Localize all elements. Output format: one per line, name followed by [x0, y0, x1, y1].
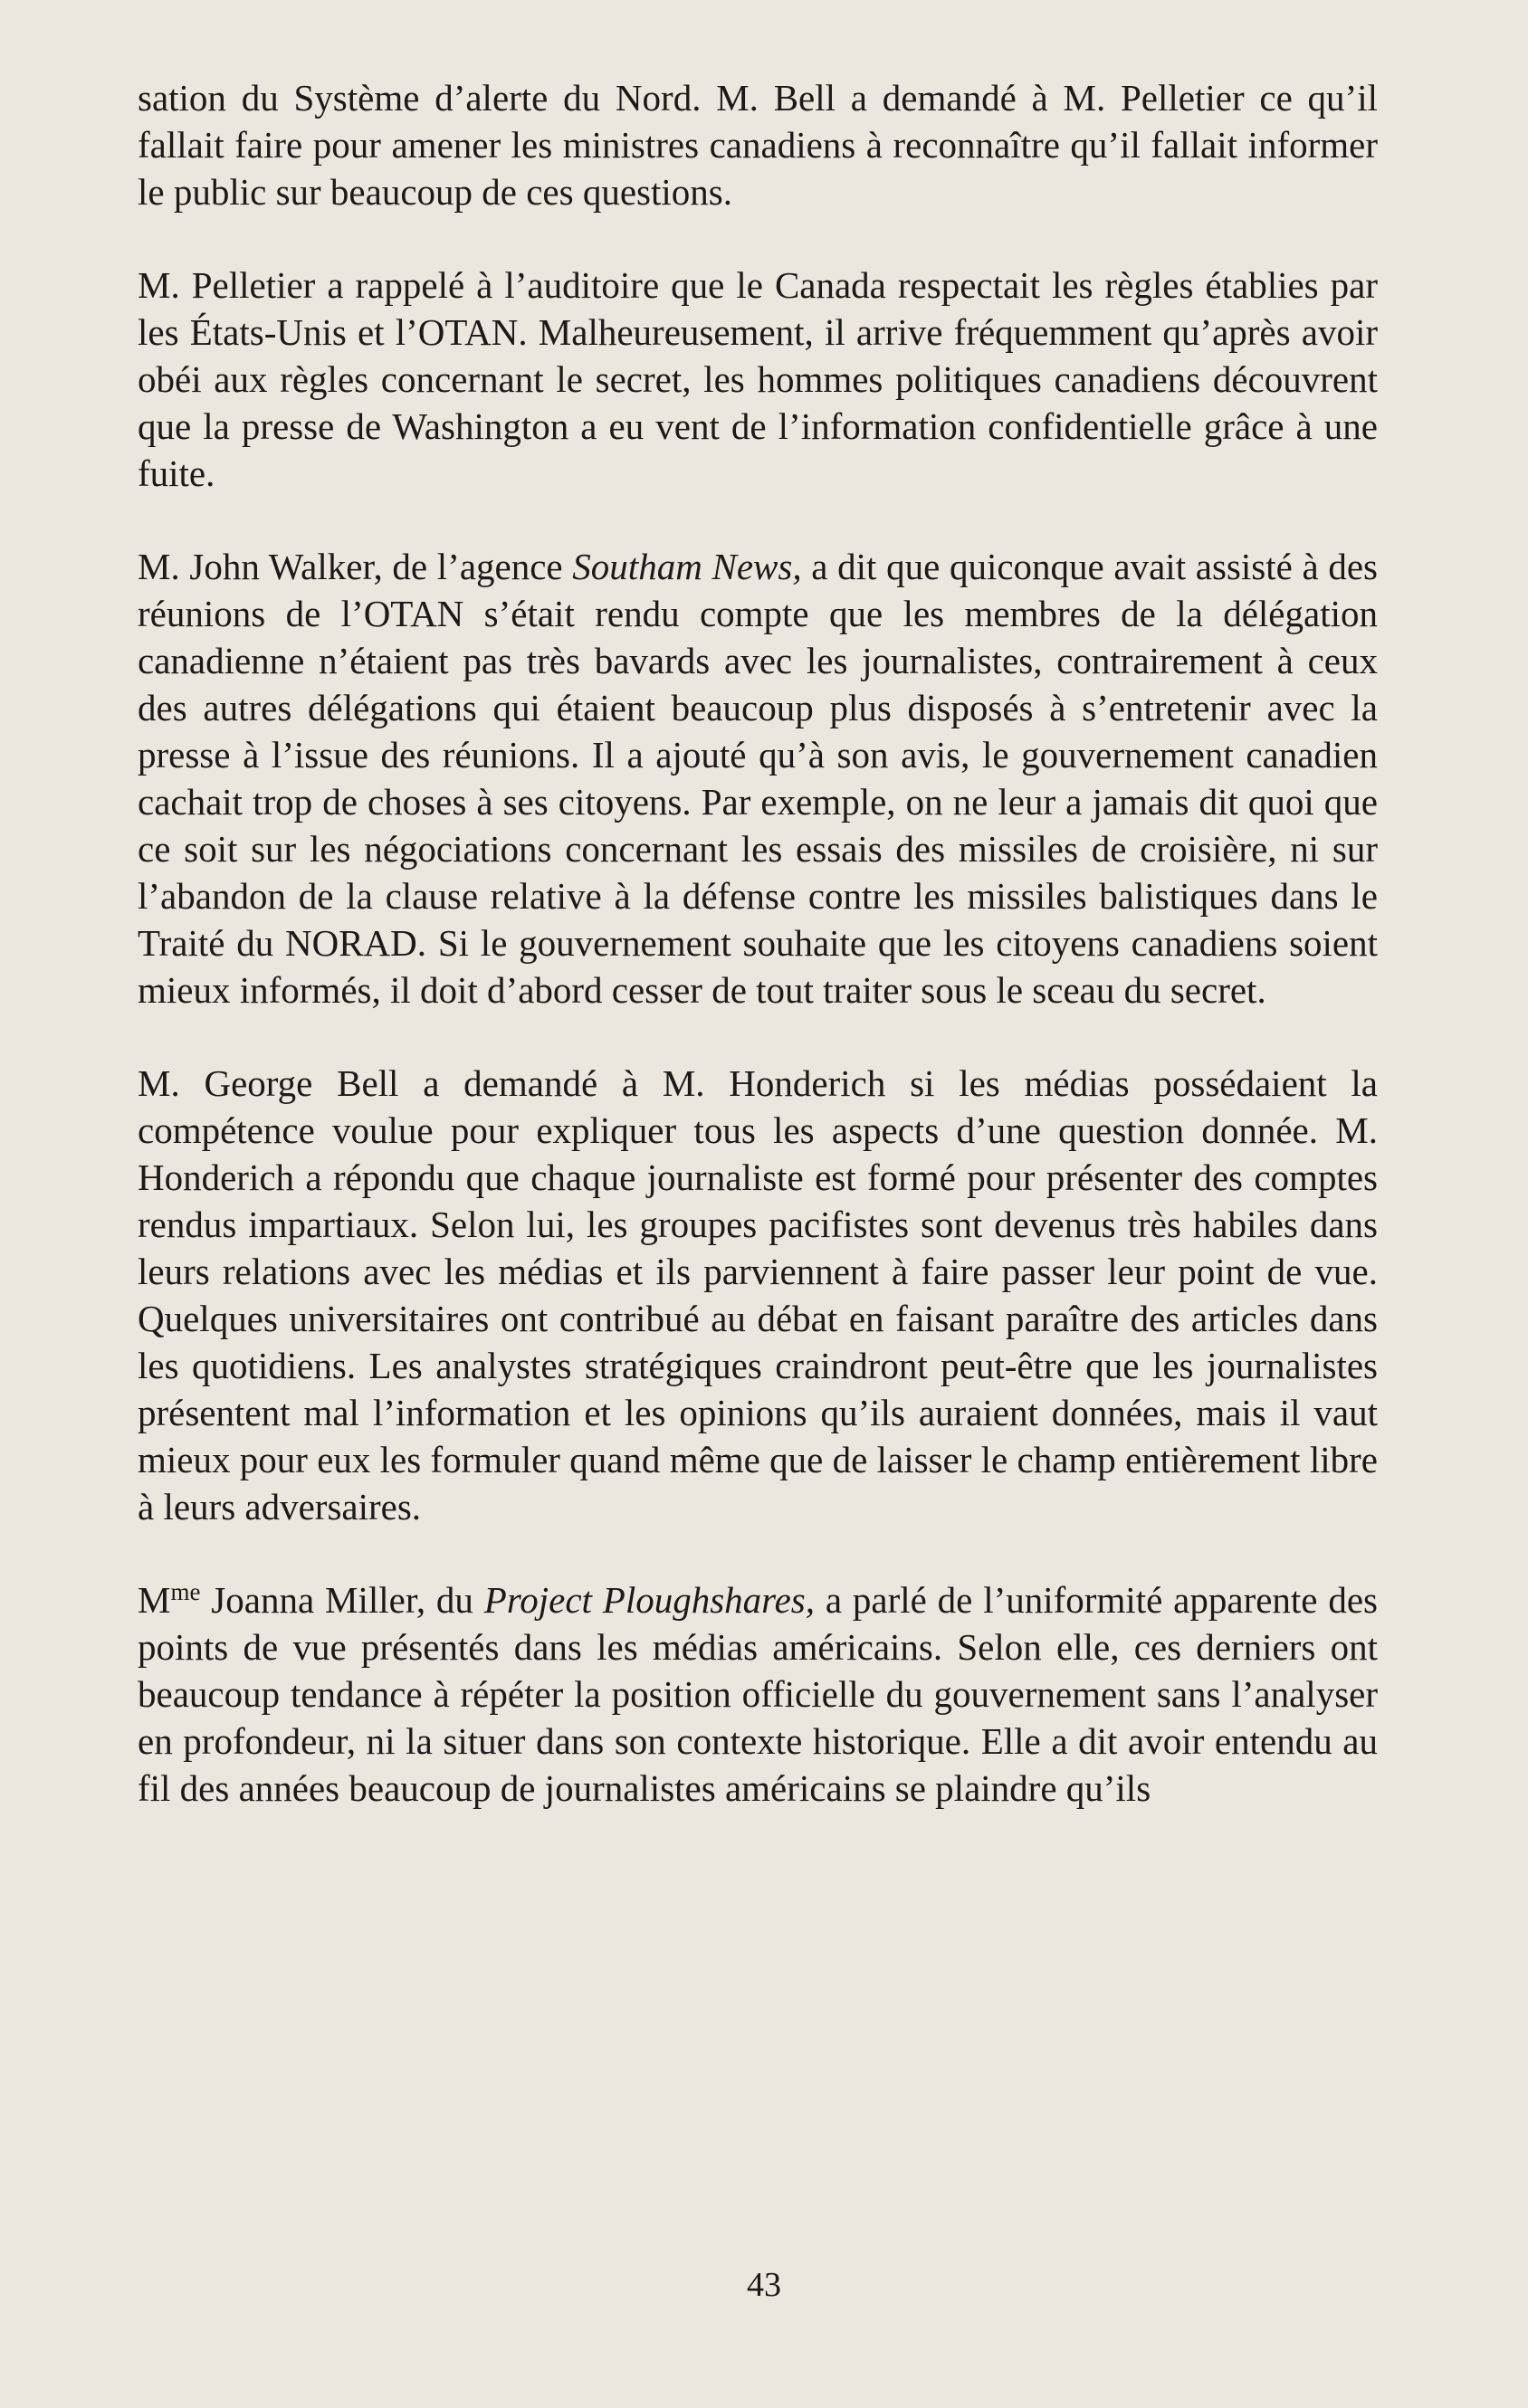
paragraph-5-italic-source: Project Ploughshares,	[483, 1579, 816, 1621]
paragraph-2	[138, 262, 1378, 497]
paragraph-4-text: M. George Bell a demandé à M. Honderich si les médias possédaient la compétence voulue pour expliquer tous les aspects d’une question donnée. M. Honderich a répondu que chaque journaliste est formé pour présenter des comptes rendus impartiaux. Selon lui, les groupes pacifistes sont devenus très habiles dans leurs relations avec les médias et ils parviennent à faire passer leur point de vue. Quelques universitaires ont contribué au débat en faisant paraître des articles dans les quotidiens. Les analystes stratégiques craindront peut-être que les journalistes présentent mal l’information et les opinions qu’ils auraient données, mais il vaut mieux pour eux les formuler quand même que de laisser le champ entièrement libre à leurs adversaires.	[138, 1062, 1378, 1528]
body-text	[138, 74, 1378, 1858]
paragraph-3-rest: a dit que quiconque avait assisté à des réunions de l’OTAN s’était rendu compte que les membres de la délégation canadienne n’étaient pas très bavards avec les journalistes, contrairement à ceux des autres délégations qui étaient beaucoup plus disposés à s’entretenir avec la presse à l’issue des réunions. Il a ajouté qu’à son avis, le gouvernement canadien cachait trop de choses à ses citoyens. Par exemple, on ne leur a jamais dit quoi que ce soit sur les négociations concernant les essais des missiles de croisière, ni sur l’abandon de la clause relative à la défense contre les missiles balistiques dans le Traité du NORAD. Si le gouvernement souhaite que les citoyens canadiens soient mieux informés, il doit d’abord cesser de tout traiter sous le sceau du secret.	[138, 546, 1378, 1011]
paragraph-3-lead: M. John Walker, de l’agence	[138, 546, 573, 587]
paragraph-5-rest: a parlé de l’uniformité apparente des points de vue présentés dans les médias américains. Selon elle, ces derniers ont beaucoup tendance à répéter la position officielle du gouvernement sans l’analyser en profondeur, ni la situer dans son contexte historique. Elle a dit avoir entendu au fil des années beaucoup de journalistes américains se plaindre qu’ils	[138, 1579, 1378, 1809]
paragraph-3	[138, 543, 1378, 1014]
page-number: 43	[747, 2266, 781, 2304]
paragraph-5-superscript: me	[170, 1578, 201, 1605]
paragraph-3-italic-source: Southam News,	[572, 546, 802, 587]
paragraph-1	[138, 74, 1378, 215]
paragraph-5-prefix: M	[138, 1579, 171, 1621]
paragraph-1-text: sation du Système d’alerte du Nord. M. Bell a demandé à M. Pelletier ce qu’il fallait faire pour amener les ministres canadiens à reconnaître qu’il fallait informer le public sur beaucoup de ces questions.	[138, 77, 1378, 213]
paragraph-2-text: M. Pelletier a rappelé à l’auditoire que le Canada respectait les règles établies par les États-Unis et l’OTAN. Malheureusement, il arrive fréquemment qu’après avoir obéi aux règles concernant le secret, les hommes politiques canadiens découvrent que la presse de Washington a eu vent de l’information confidentielle grâce à une fuite.	[138, 264, 1378, 494]
paragraph-4	[138, 1060, 1378, 1530]
paragraph-5-lead: Joanna Miller, du	[200, 1579, 484, 1621]
paragraph-5	[138, 1576, 1378, 1812]
